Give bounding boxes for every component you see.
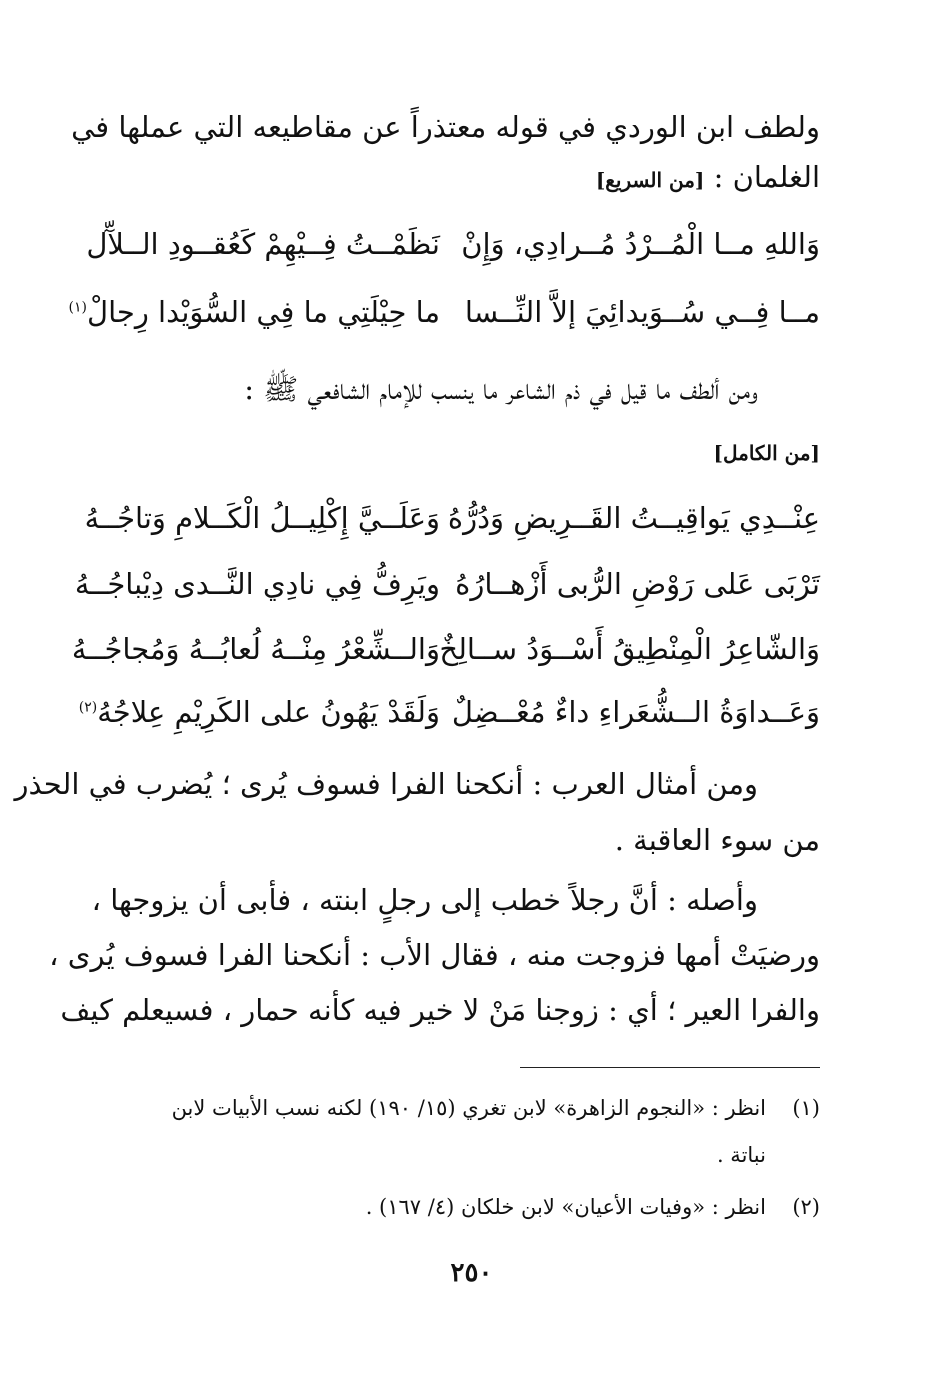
poem-1-verse-2 — [68, 290, 820, 334]
verse-first-hemistich: وَعَــداوَةُ الــشُّعَراءِ داءٌ مُعْــضِلٌ — [451, 695, 820, 729]
verse-second-hemistich-text: وَلَقَدْ يَهُونُ على الكَرِيْمِ عِلاجُهُ — [97, 695, 440, 729]
paragraph-4-line-2: ورضيَتْ أمها فزوجت منه ، فقال الأب : أنكحنا الفرا فسوف يُرى ، — [49, 938, 820, 972]
paragraph-1-text: الغلمان : — [713, 160, 820, 194]
footnote-1-text: انظر : «النجوم الزاهرة» لابن تغري (١٥/ ١٩٠) لكنه نسب الأبيات لابن — [171, 1096, 766, 1120]
verse-first-hemistich: مــا فِــي سُــوَيدائِيَ إلاَّ النِّــسا — [464, 295, 820, 329]
verse-first-hemistich: تَرْبَى عَلى رَوْضِ الرُّبى أَزْهــارُهُ — [455, 567, 820, 601]
verse-second-hemistich: ويَرِفُّ فِي نادِي النَّــدى دِيْباجُــهُ — [74, 567, 440, 601]
poem-2-verse-1 — [84, 496, 820, 540]
paragraph-4-line-3: والفرا العير ؛ أي : زوجنا مَنْ لا خير فيه كأنه حمار ، فسيعلم كيف — [60, 993, 820, 1027]
page-number: ٢٥٠ — [450, 1258, 493, 1288]
verse-second-hemistich — [68, 290, 440, 334]
verse-second-hemistich: وَالــشِّعْرُ مِنْــهُ لُعابُــهُ وَمُجاجُــهُ — [71, 632, 440, 666]
verse-first-hemistich: وَاللهِ مــا الْمُــرْدُ مُــرادِي، وَإِنْ — [461, 227, 820, 261]
poem-1-verse-1 — [86, 222, 820, 266]
footnote-separator — [520, 1067, 820, 1068]
paragraph-3-line-2: من سوء العاقبة . — [614, 823, 820, 857]
footnote-1-line-1 — [110, 1093, 820, 1123]
meter-label-kamil: [من الكامل] — [713, 441, 820, 465]
poem-2-verse-4 — [78, 690, 820, 734]
verse-second-hemistich-text: ما حِيْلَتِي ما فِي السُّوَيْدا رِجالْ — [87, 295, 440, 329]
verse-first-hemistich: عِنْــدِي يَواقِيــتُ القَــرِيضِ وَدُرُّهُ — [447, 501, 820, 535]
footnote-2-number: (٢) — [792, 1195, 820, 1219]
footnote-ref-1: (١) — [68, 299, 87, 316]
paragraph-4-line-1: وأصله : أنَّ رجلاً خطب إلى رجلٍ ابنته ، فأبى أن يزوجها ، — [91, 883, 758, 917]
footnote-1-number: (١) — [792, 1096, 820, 1120]
footnote-2 — [110, 1192, 820, 1222]
verse-second-hemistich: نَظَمْــتُ فِــيْهِمْ كَعُقــودِ الــلآّل — [86, 227, 440, 261]
poem-2-verse-3 — [71, 627, 820, 671]
footnote-2-text: انظر : «وفيات الأعيان» لابن خلكان (٤/ ١٦٧) . — [365, 1195, 766, 1219]
paragraph-1-line-2 — [110, 157, 820, 197]
paragraph-2-line-1: ومن ألطف ما قيل في ذم الشاعر ما ينسب للإمام الشافعي ﷺ : — [244, 372, 758, 406]
meter-label-sari: [من السريع] — [595, 168, 705, 192]
poem-2-verse-2 — [74, 562, 820, 606]
paragraph-3-line-1: ومن أمثال العرب : أنكحنا الفرا فسوف يُرى ؛ يُضرب في الحذر — [14, 767, 758, 801]
footnote-1-line-2: نباتة . — [716, 1143, 766, 1167]
verse-second-hemistich — [78, 690, 440, 734]
paragraph-1-line-1: ولطف ابن الوردي في قوله معتذراً عن مقاطيعه التي عملها في — [71, 110, 820, 144]
verse-first-hemistich: وَالشّاعِرُ الْمِنْطِيقُ أَسْــوَدُ ســالِخٌ — [439, 632, 820, 666]
verse-second-hemistich: وَعَلَــيَّ إِكْلِيــلُ الْكَــلامِ وَتاجُــهُ — [84, 501, 440, 535]
footnote-ref-2: (٢) — [78, 699, 98, 716]
